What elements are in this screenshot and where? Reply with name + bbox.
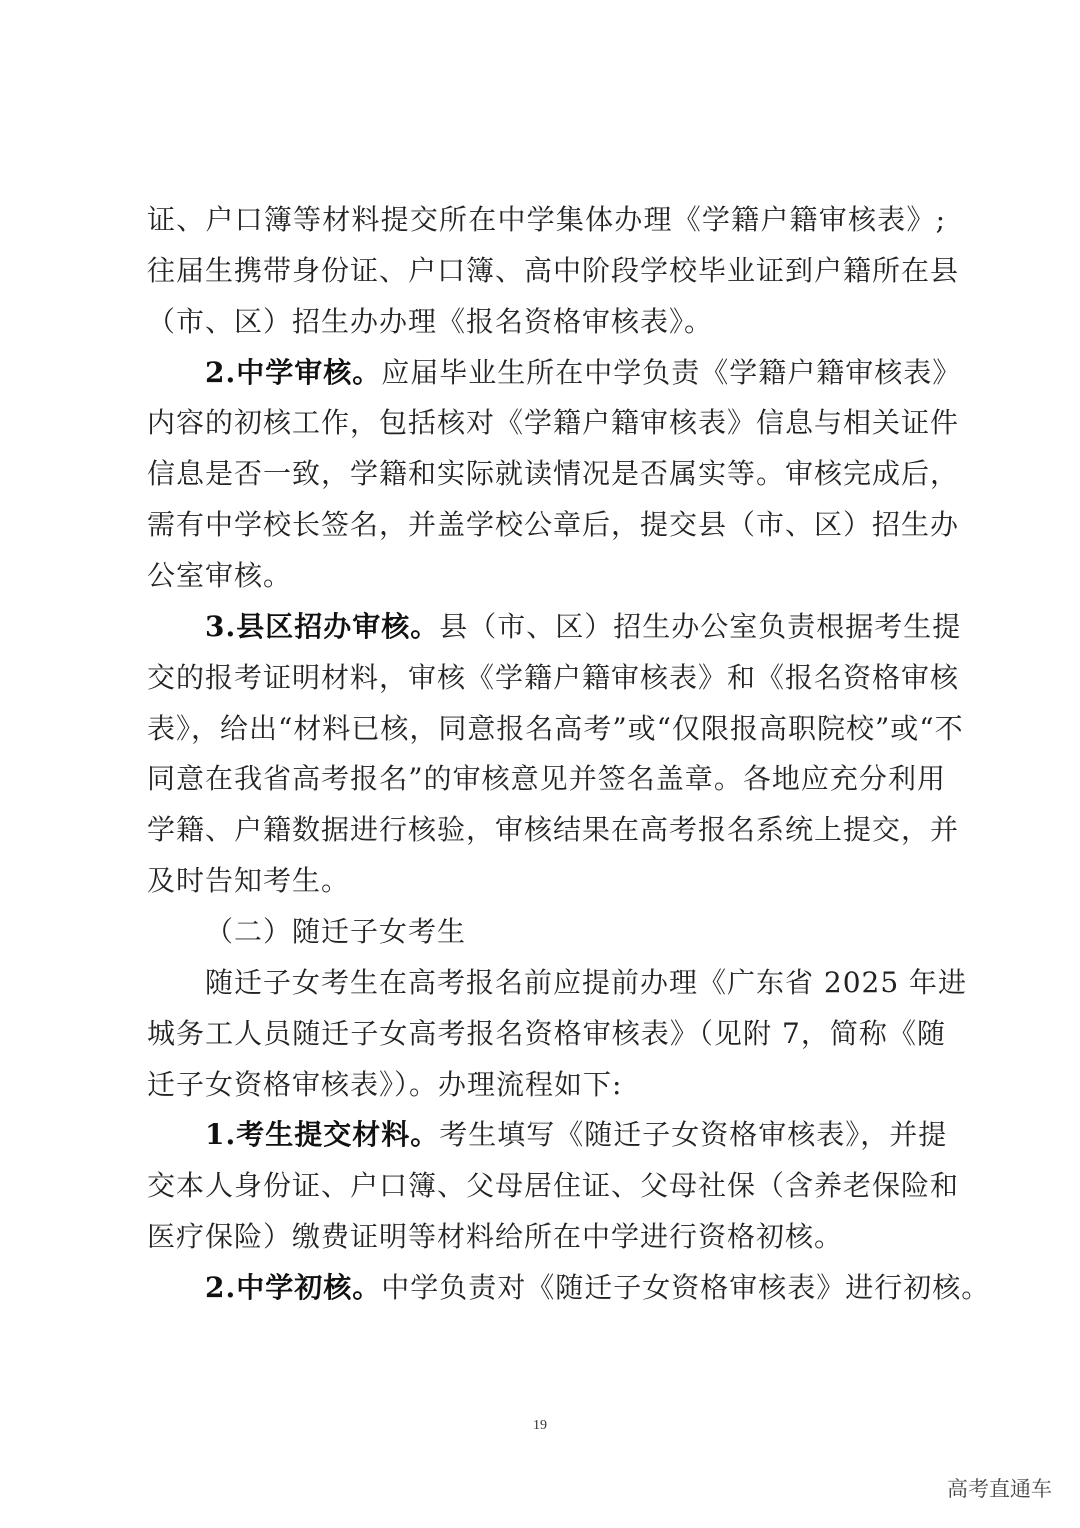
text-line xyxy=(147,449,960,500)
paragraph-text: 城务工人员随迁子女高考报名资格审核表》（见附 7，简称《随 xyxy=(147,1016,946,1050)
text-line xyxy=(205,1110,946,1161)
text-line xyxy=(205,348,962,399)
text-line xyxy=(147,653,960,704)
paragraph-text: 表》，给出“材料已核，同意报名高考”或“仅限报高职院校”或“不 xyxy=(147,711,964,745)
text-line xyxy=(147,398,960,449)
paragraph-text: 交本人身份证、户口簿、父母居住证、父母社保（含养老保险和 xyxy=(147,1169,960,1203)
paragraph-text: （市、区）招生办办理《报名资格审核表》。 xyxy=(147,304,714,338)
paragraph-text: 应届毕业生所在中学负责《学籍户籍审核表》 xyxy=(381,355,962,389)
paragraph-text: 证、户口簿等材料提交所在中学集体办理《学籍户籍审核表》; xyxy=(147,203,946,236)
paragraph-text: 同意在我省高考报名”的审核意见并签名盖章。各地应充分利用 xyxy=(147,762,946,796)
text-line xyxy=(147,1161,960,1212)
text-line xyxy=(205,958,968,1009)
paragraph-text: 县（市、区）招生办公室负责根据考生提 xyxy=(439,609,962,643)
paragraph-text: 及时告知考生。 xyxy=(147,864,351,898)
section-heading: 3.县区招办审核。 xyxy=(205,609,440,643)
text-line xyxy=(147,856,946,907)
text-line xyxy=(147,1212,946,1263)
paragraph-text: 随迁子女考生在高考报名前应提前办理《广东省 2025 年进 xyxy=(205,965,968,999)
text-line xyxy=(147,551,946,602)
text-line xyxy=(147,246,960,297)
paragraph-text: 学籍、户籍数据进行核验，审核结果在高考报名系统上提交，并 xyxy=(147,813,960,847)
text-line xyxy=(147,704,964,755)
paragraph-text: （二）随迁子女考生 xyxy=(205,915,467,949)
paragraph-text: 信息是否一致，学籍和实际就读情况是否属实等。审核完成后， xyxy=(147,457,960,491)
watermark: 高考直通车 xyxy=(947,1477,1052,1501)
paragraph-text: 考生填写《随迁子女资格审核表》，并提 xyxy=(439,1118,948,1152)
text-line xyxy=(147,297,946,348)
paragraph-text: 迁子女资格审核表》）。办理流程如下: xyxy=(147,1067,623,1101)
document-body xyxy=(147,195,991,1314)
text-line xyxy=(147,1060,946,1111)
section-heading: 1.考生提交材料。 xyxy=(205,1118,440,1152)
section-heading: 2.中学初核。 xyxy=(205,1271,382,1305)
text-line xyxy=(205,1263,991,1314)
paragraph-text: 需有中学校长签名，并盖学校公章后，提交县（市、区）招生办 xyxy=(147,508,960,542)
paragraph-text: 交的报考证明材料，审核《学籍户籍审核表》和《报名资格审核 xyxy=(147,660,960,694)
text-line xyxy=(205,907,946,958)
paragraph-text: 往届生携带身份证、户口簿、高中阶段学校毕业证到户籍所在县 xyxy=(147,253,960,287)
page-number: 19 xyxy=(533,1418,547,1433)
paragraph-text: 医疗保险）缴费证明等材料给所在中学进行资格初核。 xyxy=(147,1220,844,1254)
paragraph-text: 公室审核。 xyxy=(147,559,293,593)
section-heading: 2.中学审核。 xyxy=(205,355,382,389)
text-line xyxy=(147,195,946,246)
text-line xyxy=(147,805,960,856)
text-line xyxy=(147,1009,946,1060)
text-line xyxy=(147,754,946,805)
text-line xyxy=(147,500,960,551)
paragraph-text: 内容的初核工作，包括核对《学籍户籍审核表》信息与相关证件 xyxy=(147,406,960,440)
text-line xyxy=(205,602,962,653)
paragraph-text: 中学负责对《随迁子女资格审核表》进行初核。 xyxy=(381,1271,991,1305)
